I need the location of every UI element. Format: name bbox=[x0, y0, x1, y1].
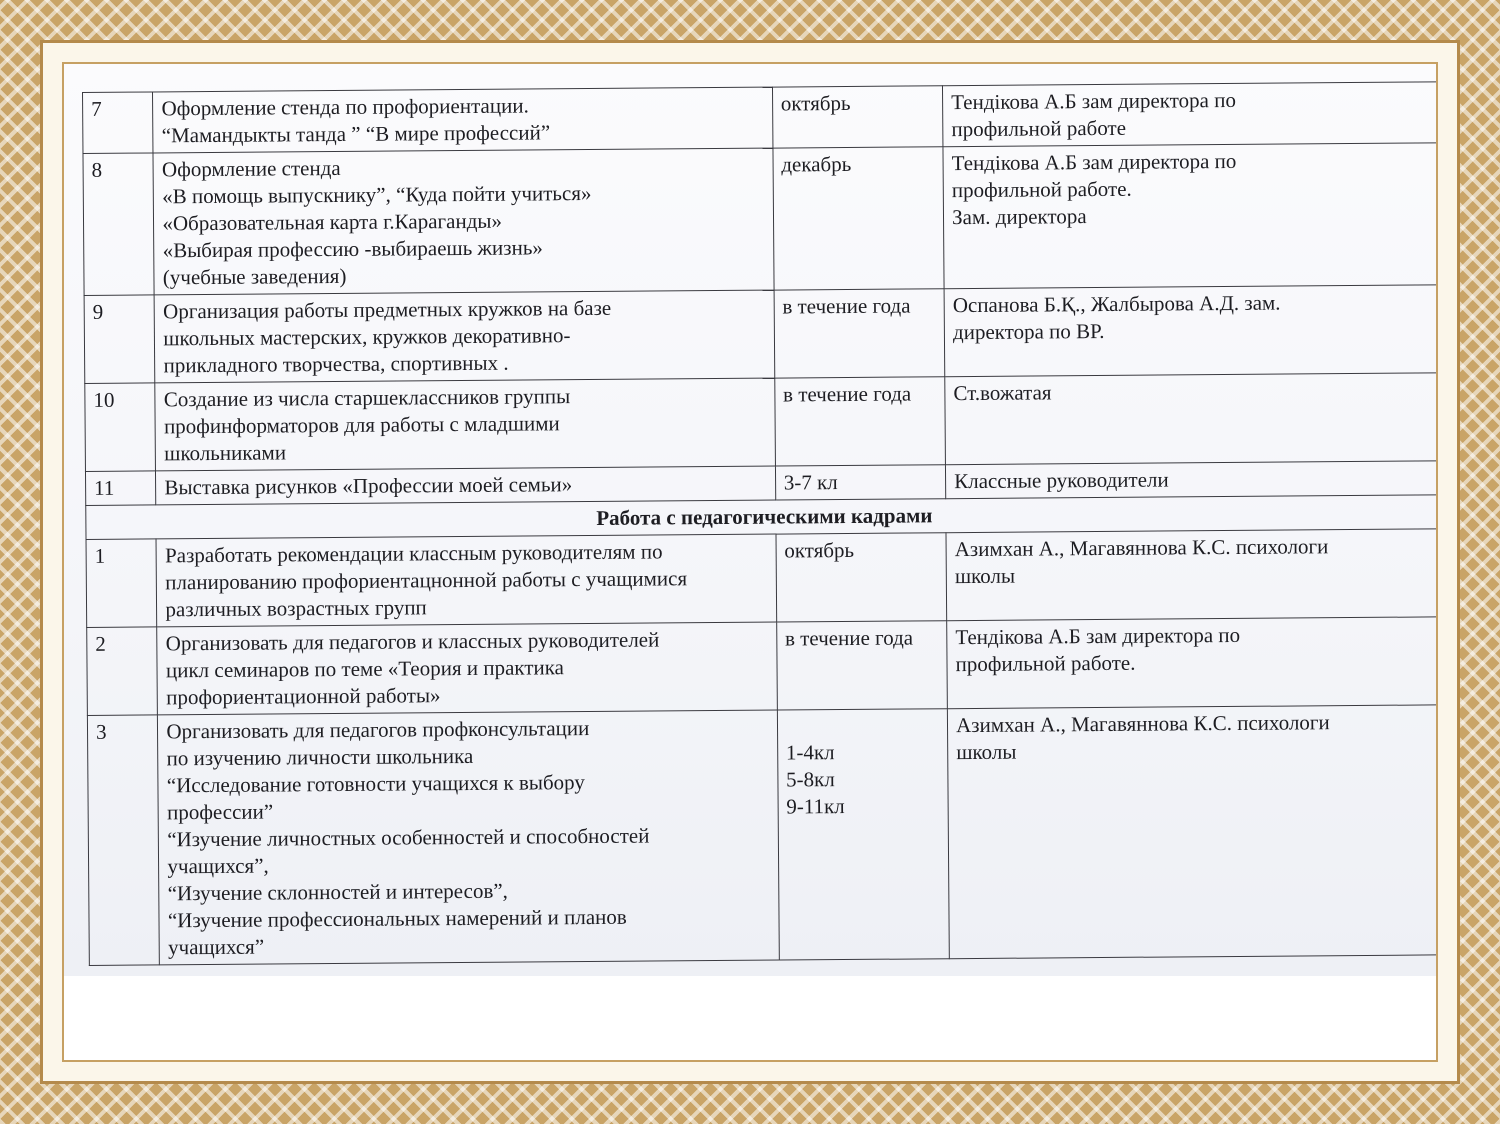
activity-cell bbox=[158, 710, 779, 965]
responsible-cell bbox=[943, 143, 1438, 289]
activity-line: различных возрастных групп bbox=[165, 595, 427, 622]
activity-line: школьниками bbox=[164, 440, 287, 466]
activity-line: Оформление стенда bbox=[161, 155, 341, 182]
responsible-line: Азимхан А., Магавяннова К.С. психологи bbox=[954, 534, 1329, 562]
responsible-line: Тендікова А.Б зам директора по bbox=[951, 148, 1237, 176]
responsible-cell bbox=[947, 705, 1438, 959]
activity-cell bbox=[153, 148, 773, 295]
term-line: в течение года bbox=[784, 625, 914, 651]
table-row bbox=[85, 373, 1438, 472]
term-cell bbox=[777, 709, 949, 960]
activity-line: Создание из числа старшеклассников группы bbox=[163, 384, 571, 412]
term-cell bbox=[774, 289, 945, 378]
activity-line: “Изучение профессиональных намерений и планов bbox=[167, 904, 627, 933]
term-line: в течение года bbox=[782, 293, 911, 319]
activity-line: учащихся” bbox=[168, 934, 265, 960]
term-cell bbox=[776, 533, 947, 622]
responsible-cell bbox=[946, 529, 1438, 621]
activity-line: школьных мастерских, кружков декоративно- bbox=[163, 323, 571, 351]
term-cell bbox=[775, 465, 946, 500]
activity-line: планированию профориентацнонной работы с учащимися bbox=[165, 566, 688, 595]
activity-cell bbox=[155, 378, 775, 471]
activity-cell bbox=[153, 87, 773, 153]
activity-line: профориентационной работы» bbox=[166, 683, 441, 710]
scanned-document bbox=[64, 64, 1438, 976]
activity-line: Разработать рекомендации классным руководителям по bbox=[164, 539, 663, 568]
row-number: 2 bbox=[87, 627, 158, 716]
activity-line: (учебные заведения) bbox=[162, 263, 347, 290]
activity-line: «Выбирая профессию -выбираешь жизнь» bbox=[162, 235, 543, 263]
term-line: октябрь bbox=[780, 90, 851, 116]
responsible-line: Тендікова А.Б зам директора по bbox=[951, 87, 1236, 115]
term-cell bbox=[772, 86, 943, 148]
term-line: 9-11кл bbox=[786, 794, 845, 819]
activity-line: прикладного творчества, спортивных . bbox=[163, 350, 509, 378]
activity-line: Оформление стенда по профориентации. bbox=[161, 93, 529, 121]
row-number: 1 bbox=[86, 539, 157, 628]
row-number: 8 bbox=[83, 153, 155, 296]
row-number: 11 bbox=[85, 471, 156, 506]
activity-line: Организовать для педагогов профконсультации bbox=[166, 716, 590, 744]
row-number: 10 bbox=[85, 383, 156, 472]
term-cell bbox=[776, 621, 947, 710]
activity-cell bbox=[154, 290, 774, 383]
section-title: Работа с педагогическими кадрами bbox=[86, 495, 1438, 540]
term-line: 3-7 кл bbox=[783, 470, 838, 495]
row-number: 3 bbox=[87, 715, 159, 966]
table-row bbox=[87, 705, 1438, 966]
activity-line: «Образовательная карта г.Караганды» bbox=[162, 208, 503, 236]
table-row bbox=[86, 529, 1438, 628]
responsible-line: профильной работе. bbox=[951, 176, 1132, 203]
term-line: 1-4кл bbox=[785, 740, 835, 765]
responsible-cell bbox=[944, 285, 1438, 377]
activity-line: Организовать для педагогов и классных руководителей bbox=[165, 627, 660, 656]
activity-cell bbox=[156, 466, 776, 505]
term-cell bbox=[773, 147, 944, 290]
responsible-line: профильной работе. bbox=[955, 650, 1136, 677]
activity-line: “Изучение склонностей и интересов”, bbox=[167, 878, 508, 906]
term-line: октябрь bbox=[784, 537, 855, 563]
term-cell bbox=[774, 377, 945, 466]
responsible-line: Ст.вожатая bbox=[953, 380, 1052, 406]
activity-line: “Изучение личностных особенностей и способностей bbox=[167, 823, 650, 852]
activity-line: “Исследование готовности учащихся к выбору bbox=[166, 770, 585, 798]
responsible-line: Классные руководители bbox=[954, 467, 1169, 494]
table-row bbox=[83, 143, 1438, 296]
responsible-line: Тендікова А.Б зам директора по bbox=[955, 622, 1241, 650]
activity-cell bbox=[157, 622, 777, 715]
row-number: 7 bbox=[83, 92, 154, 154]
responsible-cell bbox=[947, 617, 1438, 709]
table-body-top bbox=[83, 82, 1438, 506]
responsible-line: профильной работе bbox=[951, 115, 1127, 142]
responsible-line: Зам. директора bbox=[951, 204, 1087, 230]
activity-line: профинформаторов для работы с младшими bbox=[163, 411, 560, 439]
row-number: 9 bbox=[84, 295, 155, 384]
table-row bbox=[87, 617, 1438, 716]
activity-line: “Мамандыкты танда ” “В мире профессий” bbox=[161, 120, 551, 148]
activity-line: Выставка рисунков «Профессии моей семьи» bbox=[164, 472, 573, 500]
responsible-line: школы bbox=[954, 563, 1016, 589]
activity-line: учащихся”, bbox=[167, 853, 269, 879]
activity-line: цикл семинаров по теме «Теория и практика bbox=[165, 655, 565, 683]
activity-line: по изучению личности школьника bbox=[166, 743, 474, 771]
table-row bbox=[84, 285, 1438, 384]
responsible-cell bbox=[945, 373, 1438, 465]
responsible-line: Азимхан А., Магавяннова К.С. психологи bbox=[955, 710, 1330, 738]
activity-line: профессии” bbox=[166, 799, 274, 825]
term-line: декабрь bbox=[781, 151, 852, 177]
activity-line: «В помощь выпускнику”, “Куда пойти учиться» bbox=[162, 181, 592, 209]
table-body-bottom bbox=[86, 529, 1438, 966]
responsible-line: Оспанова Б.Қ., Жалбырова А.Д. зам. bbox=[952, 290, 1281, 318]
term-line: 5-8кл bbox=[786, 767, 835, 792]
responsible-line: школы bbox=[956, 739, 1017, 765]
term-line: в течение года bbox=[783, 381, 912, 407]
document-page bbox=[62, 62, 1438, 1062]
table-row bbox=[83, 82, 1438, 154]
activity-line: Организация работы предметных кружков на базе bbox=[163, 295, 612, 324]
responsible-cell bbox=[943, 82, 1438, 147]
activity-cell bbox=[156, 534, 776, 627]
responsible-line: директора по ВР. bbox=[952, 318, 1105, 345]
career-guidance-plan-table bbox=[82, 81, 1438, 966]
responsible-cell bbox=[946, 461, 1438, 499]
